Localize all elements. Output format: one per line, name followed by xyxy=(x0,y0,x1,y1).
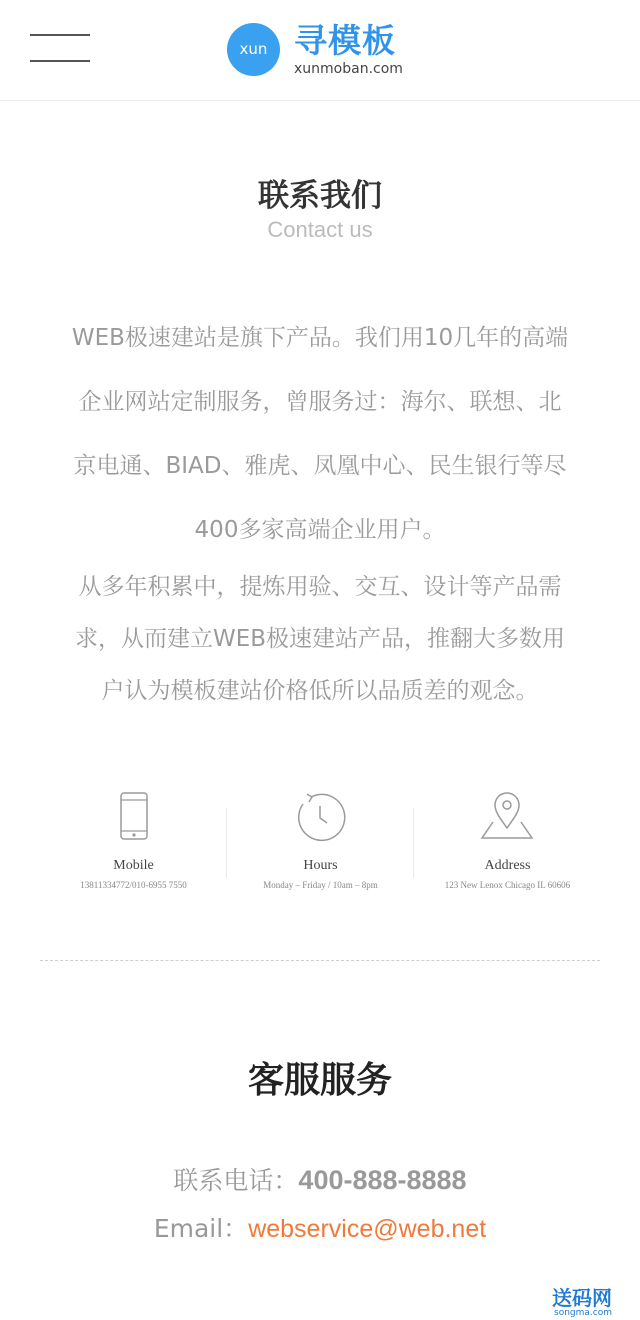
logo-badge-text: xun xyxy=(239,40,268,58)
info-label: Hours xyxy=(303,858,338,873)
email-link[interactable]: webservice@web.net xyxy=(248,1215,487,1243)
info-mobile xyxy=(40,790,227,900)
map-pin-icon xyxy=(414,790,601,842)
section-divider xyxy=(40,960,600,961)
intro-line: WEB极速建站是旗下产品。我们用10几年的高端 xyxy=(71,325,569,351)
logo-title: 寻模板 xyxy=(294,21,396,60)
info-value: 13811334772/010-6955 7550 xyxy=(80,880,187,890)
logo-subtitle: xunmoban.com xyxy=(294,61,403,77)
contact-title: 联系我们 xyxy=(258,178,382,214)
info-label: Mobile xyxy=(113,858,154,873)
intro-line: 企业网站定制服务，曾服务过：海尔、联想、北 xyxy=(78,389,562,415)
info-hours xyxy=(227,790,414,900)
site-header xyxy=(0,0,640,101)
intro-line: 400多家高端企业用户。 xyxy=(194,517,446,543)
phone-label: 联系电话： xyxy=(173,1166,299,1195)
intro-line: 从多年积累中，提炼用验、交互、设计等产品需 xyxy=(78,574,562,600)
email-label: Email： xyxy=(153,1214,249,1243)
info-value: Monday – Friday / 10am – 8pm xyxy=(263,880,378,890)
phone-number[interactable]: 400-888-8888 xyxy=(298,1165,467,1195)
contact-subtitle: Contact us xyxy=(267,217,373,242)
menu-line xyxy=(30,60,90,62)
service-title: 客服服务 xyxy=(247,1060,392,1101)
info-address xyxy=(414,790,601,900)
menu-line xyxy=(30,34,90,36)
watermark-subtext: songma.com xyxy=(554,1308,612,1318)
clock-icon xyxy=(227,790,414,842)
email-line xyxy=(0,1212,640,1246)
mobile-phone-icon xyxy=(40,790,227,842)
site-logo[interactable] xyxy=(227,22,417,80)
logo-badge xyxy=(227,23,280,76)
intro-line: 户认为模板建站价格低所以品质差的观念。 xyxy=(101,678,539,704)
phone-line xyxy=(0,1163,640,1198)
intro-line: 求，从而建立WEB极速建站产品，推翻大多数用 xyxy=(74,626,566,652)
intro-line: 京电通、BIAD、雅虎、凤凰中心、民生银行等尽 xyxy=(73,453,567,479)
watermark-text: 送码网 xyxy=(552,1286,612,1310)
info-value: 123 New Lenox Chicago IL 60606 xyxy=(444,880,571,890)
watermark-logo xyxy=(552,1287,634,1317)
info-label: Address xyxy=(484,858,531,873)
hamburger-menu-icon[interactable] xyxy=(30,34,90,64)
